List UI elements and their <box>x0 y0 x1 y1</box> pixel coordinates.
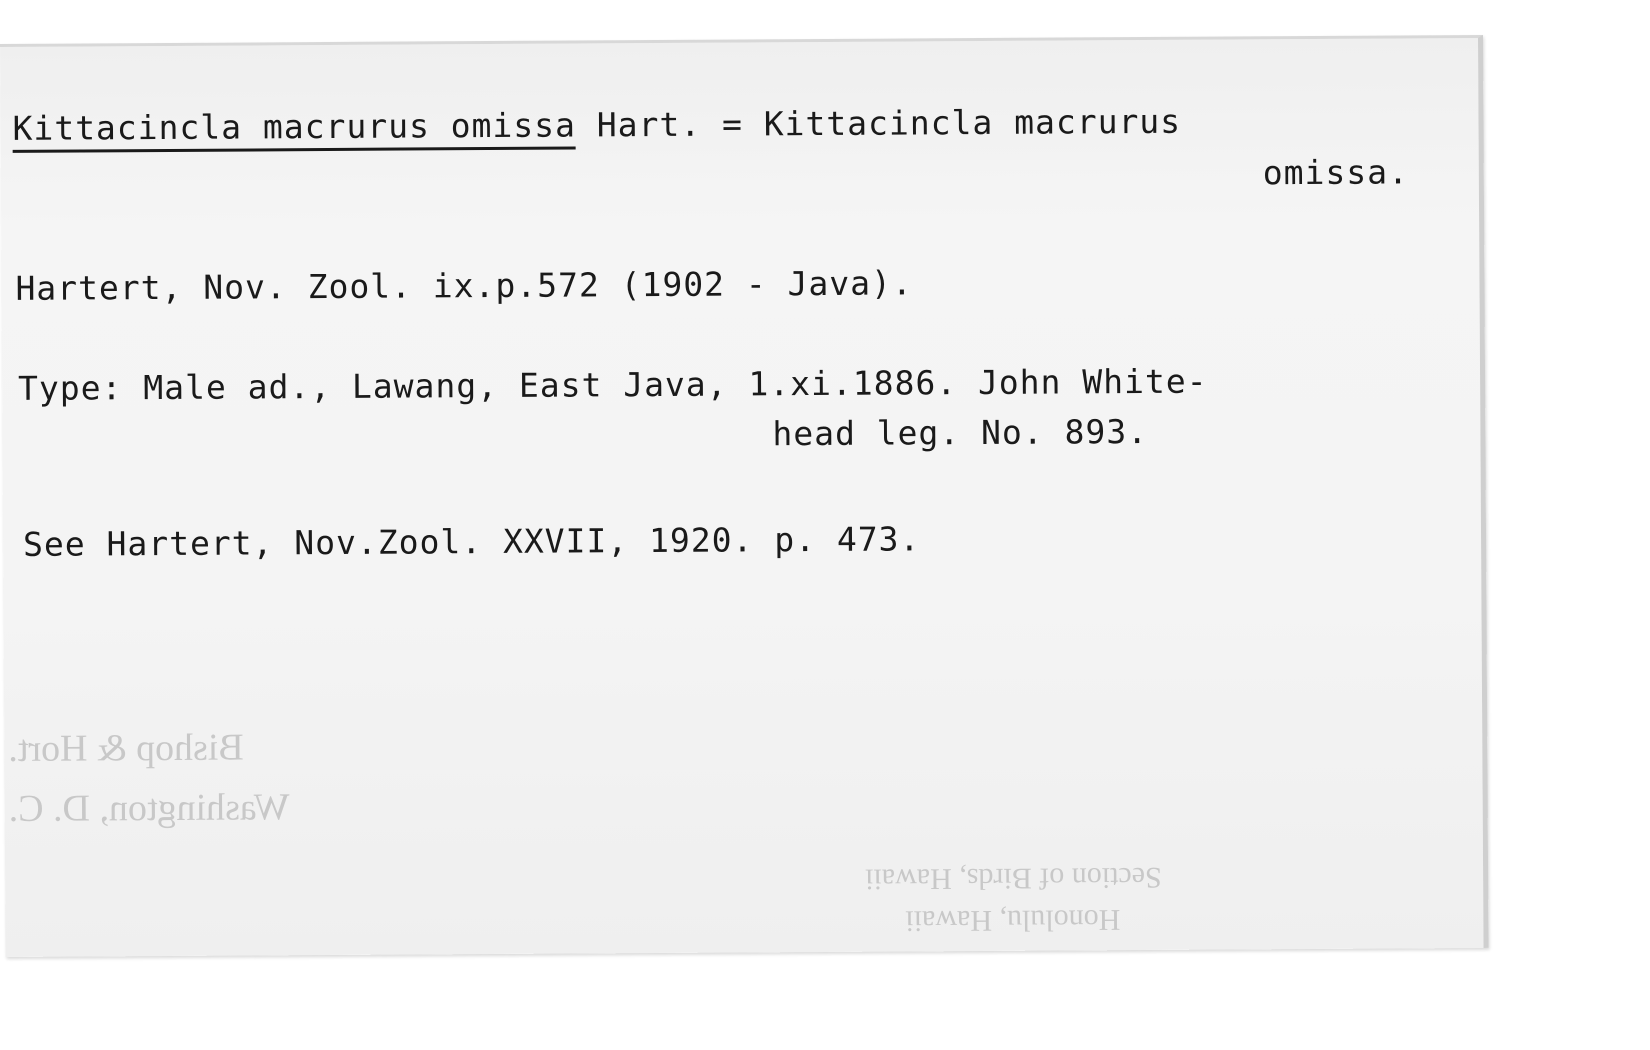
reference-line: Hartert, Nov. Zool. ix.p.572 (1902 - Java). <box>15 263 913 308</box>
show-through-text-1: Bishop & Hort. <box>8 726 244 770</box>
title-continuation: omissa. <box>1262 152 1410 193</box>
type-line-2: head leg. No. 893. <box>772 411 1149 454</box>
show-through-text-2: Washington, D. C. <box>8 786 290 830</box>
show-through-text-4: Honolulu, Hawaii <box>905 903 1121 938</box>
show-through-text-3: Section of Birds, Hawaii <box>865 860 1162 896</box>
index-card <box>0 35 1489 957</box>
species-name: Kittacincla macrurus omissa <box>12 105 576 152</box>
title-line <box>12 102 1181 148</box>
type-line-1: Type: Male ad., Lawang, East Java, 1.xi.1886. John White- <box>17 361 1208 408</box>
title-synonym: Hart. = Kittacincla macrurus <box>575 101 1182 145</box>
see-also-line: See Hartert, Nov.Zool. XXVII, 1920. p. 473. <box>22 519 921 564</box>
